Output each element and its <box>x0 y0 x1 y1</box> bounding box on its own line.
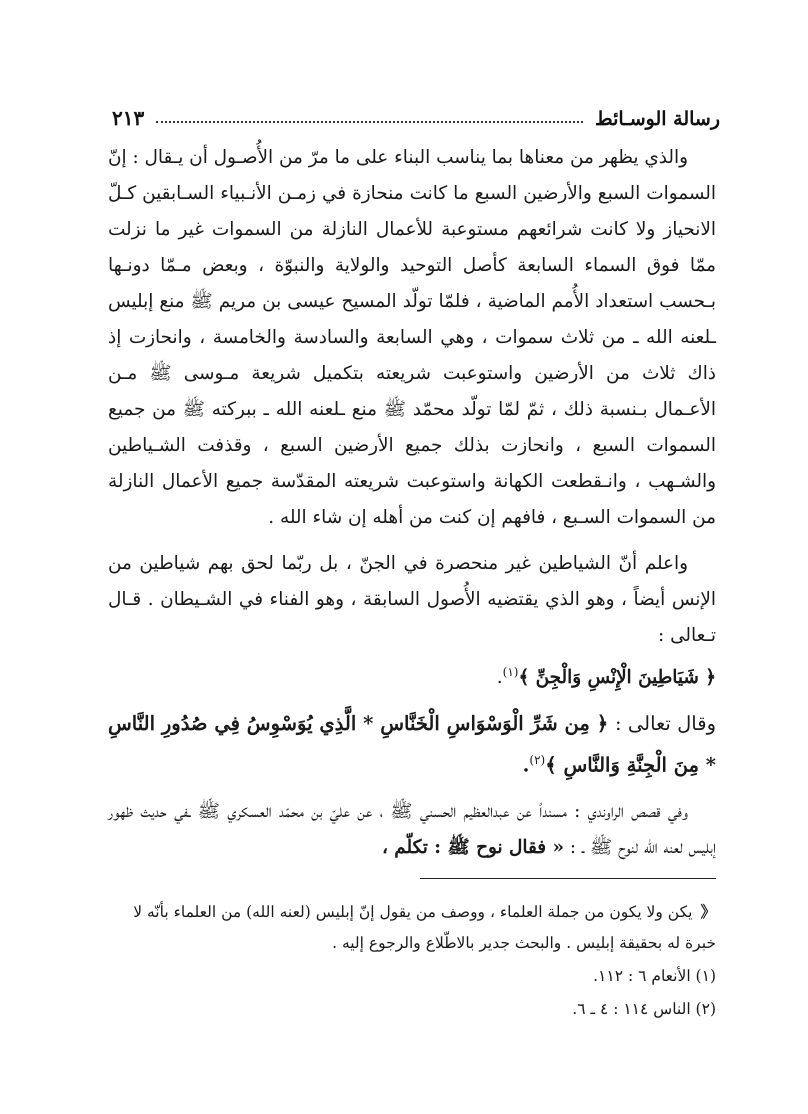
quran-verse-2: ﴿ مِن شَرِّ الْوَسْوَاسِ الْخَنَّاسِ * الَّذِي يُوَسْوِسُ فِي صُدُورِ النَّاسِ * مِنَ الْجِنَّةِ وَالنَّاسِ ﴾ <box>108 712 716 777</box>
paragraph-1: والذي يظهر من معناها بما يناسب البناء على ما مرّ من الأُصـول أن يـقال : إنّ السموات السبع والأرضين السبع ما كانت منحازة في زمـن الأنـبياء السـابقين كـلّ الانحياز ولا كانت شرائعهم مستوعبة للأعمال النازلة من السموات غير ما نزلت ممّا فوق السماء السابعة كأصل التوحيد والولاية والنبوّة ، وبعض مـمّا دونـها بـحسب استعداد الأُمم الماضية ، فلمّا تولّد المسيح عيسى بن مريم ﷺ منع إبليس ـلعنه الله ـ من ثلاث سموات ، وهي السابعة والسادسة والخامسة ، وانحازت إذ ذاك ثلاث من الأرضين واستوعبت شريعته بتكميل شريعة مـوسى ﷺ مـن الأعـمال بـنسبة ذلك ، ثمّ لمّا تولّد محمّد ﷺ منع ـلعنه الله ـ ببركته ﷺ من جميع السموات السبع ، وانحازت بذلك جميع الأرضين السبع ، وقذفت الشـياطين والشـهب ، وانـقطعت الكهانة واستوعبت شريعته المقدّسة جميع الأعمال النازلة من السموات السـبع ، فافهم إن كنت من أهله إن شاء الله . <box>108 147 716 528</box>
footnote-ref-1: (١) <box>502 665 519 679</box>
paragraph-verse-2: وقال تعالى : ﴿ مِن شَرِّ الْوَسْوَاسِ الْخَنَّاسِ * الَّذِي يُوَسْوِسُ فِي صُدُورِ النَّاسِ * مِنَ الْجِنَّةِ وَالنَّاسِ ﴾$^{(٢)}$. <box>108 712 716 777</box>
header-title: رسالة الوسـائط <box>595 108 720 130</box>
footnotes <box>108 896 716 1027</box>
footnote-continued-text: يكن ولا يكون من جملة العلماء ، ووصف من يقول إنّ إبليس (لعنه الله) من العلماء بأنّه لا خبرة له بحقيقة إبليس . والبحث جدير بالاطّلاع والرجوع إليه . <box>133 903 716 952</box>
footnote-continued <box>108 896 716 959</box>
footnote-2: (٢) الناس ١١٤ : ٤ ـ ٦. <box>572 1000 716 1018</box>
paragraph-3-quote: « فقال نوح ﷺ : تكلّم ، <box>381 836 564 858</box>
footnote-separator <box>420 878 716 879</box>
footnote-ref-2: (٢) <box>529 753 546 768</box>
footnote-1: (١) الأنعام ٦ : ١١٢. <box>593 967 716 985</box>
footnote-continuation-mark: 《 <box>700 902 716 921</box>
page-number: ٢١٣ <box>112 106 145 130</box>
running-header <box>112 96 720 130</box>
paragraph-2: واعلم أنّ الشياطين غير منحصرة في الجنّ ، بل ربّما لحق بهم شياطين من الإنس أيضاً ، وهو الذي يقتضيه الأُصول السابقة ، وهو الفناء في الشـيطان . قـال تـعالى : ﴿ شَيَاطِينَ الْإِنْسِ وَالْجِنِّ ﴾$^{(١)}$. <box>108 553 716 689</box>
paragraph-3 <box>108 794 716 866</box>
main-text <box>108 140 716 876</box>
header-dot-leader <box>156 121 583 123</box>
quran-verse-1: ﴿ شَيَاطِينَ الْإِنْسِ وَالْجِنِّ ﴾ <box>518 667 716 689</box>
paragraph-2-text: واعلم أنّ الشياطين غير منحصرة في الجنّ ، بل ربّما لحق بهم شياطين من الإنس أيضاً ، وهو الذي يقتضيه الأُصول السابقة ، وهو الفناء في الشـيطان . قـال تـعالى : <box>108 553 716 646</box>
paragraph-3-text: وفي قصص الراوندي : مسنداً عن عبدالعظيم الحسني ﷺ ، عن عليّ بن محمّد العسكري ﷺ ـفي حديث ظهور إبليس لعنه الله لنوح ﷺ ـ : <box>108 800 716 858</box>
verse-2-lead: وقال تعالى : <box>615 712 716 736</box>
